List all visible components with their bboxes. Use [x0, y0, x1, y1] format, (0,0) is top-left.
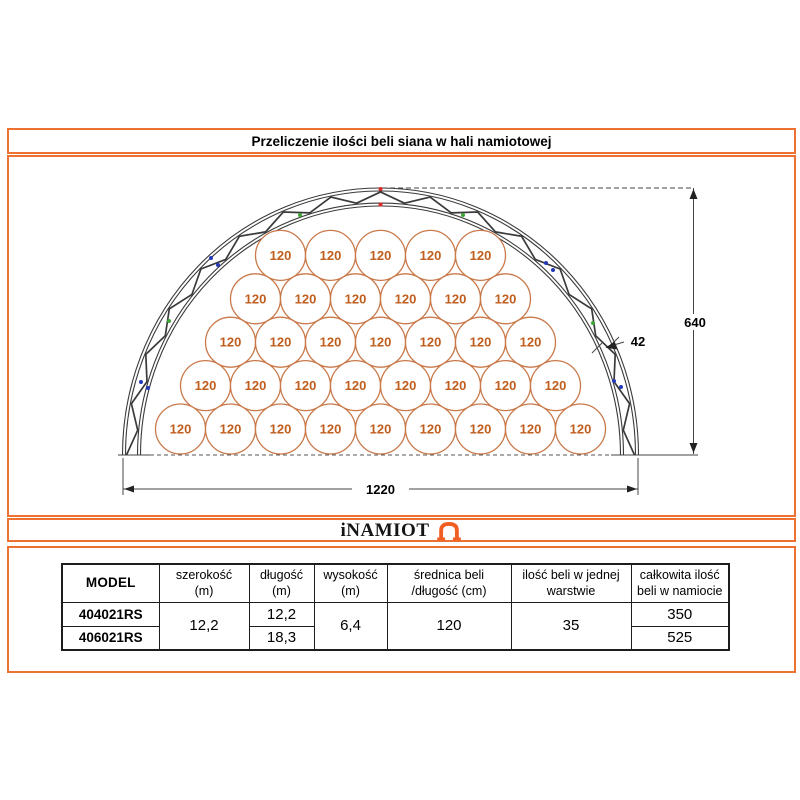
hay-bale [156, 404, 206, 454]
bale-diameter-label: 120 [319, 247, 342, 263]
logo-bar [7, 518, 796, 542]
model-cell: 404021RS [62, 602, 159, 626]
hay-bale [231, 274, 281, 324]
hay-bale [431, 361, 481, 411]
bale-diameter-label: 120 [344, 291, 367, 307]
table-row [62, 602, 729, 626]
hay-bale [481, 274, 531, 324]
srednica-cell: 120 [387, 602, 511, 650]
hay-bale [481, 361, 531, 411]
bale-diameter-label: 120 [269, 334, 292, 350]
bale-diameter-label: 120 [494, 291, 517, 307]
joint-marker-dot [209, 256, 213, 260]
hay-bale [306, 230, 356, 280]
joint-marker-dot [379, 187, 383, 191]
hay-bale [406, 230, 456, 280]
hay-bale [206, 317, 256, 367]
bale-diameter-label: 120 [419, 247, 442, 263]
bale-diameter-label: 120 [494, 378, 517, 394]
hay-bale [331, 361, 381, 411]
bale-diameter-label: 120 [294, 378, 317, 394]
joint-marker-dot [551, 268, 555, 272]
hay-bales-group [156, 230, 606, 454]
truss-depth-label: 42 [630, 334, 646, 349]
tent-logo-icon [435, 520, 463, 541]
hay-bale [531, 361, 581, 411]
hay-bale [506, 404, 556, 454]
hay-bale [406, 404, 456, 454]
bale-diameter-label: 120 [419, 334, 442, 350]
col-header-szerokosc: szerokość (m) [159, 564, 249, 602]
joint-marker-dot [379, 203, 383, 207]
bale-diameter-label: 120 [544, 378, 567, 394]
joint-marker-dot [167, 319, 171, 323]
calkowita-cell: 350 [631, 602, 729, 626]
tent-cross-section-diagram [9, 157, 794, 515]
bale-diameter-label: 120 [394, 291, 417, 307]
hay-bale [331, 274, 381, 324]
diagram-panel [7, 155, 796, 517]
model-cell: 406021RS [62, 626, 159, 650]
bale-diameter-label: 120 [219, 334, 242, 350]
bale-diameter-label: 120 [394, 378, 417, 394]
header-row [62, 564, 729, 602]
bale-diameter-label: 120 [469, 421, 492, 437]
bale-diameter-label: 120 [469, 247, 492, 263]
dlugosc-cell: 18,3 [249, 626, 314, 650]
bale-diameter-label: 120 [444, 378, 467, 394]
bale-diameter-label: 120 [369, 421, 392, 437]
bale-diameter-label: 120 [369, 334, 392, 350]
hay-bale [306, 404, 356, 454]
joint-marker-dot [619, 385, 623, 389]
hay-bale [206, 404, 256, 454]
bale-diameter-label: 120 [244, 378, 267, 394]
bale-diameter-label: 120 [169, 421, 192, 437]
hay-bale [381, 361, 431, 411]
hay-bale [406, 317, 456, 367]
bale-diameter-label: 120 [269, 247, 292, 263]
width-dim-label: 1220 [366, 482, 395, 497]
hay-bale [456, 317, 506, 367]
joint-marker-dot [461, 213, 465, 217]
spec-table [61, 563, 730, 651]
hay-bale [431, 274, 481, 324]
col-header-wysokosc: wysokość (m) [314, 564, 387, 602]
bale-diameter-label: 120 [194, 378, 217, 394]
bale-diameter-label: 120 [369, 247, 392, 263]
hay-bale [356, 317, 406, 367]
hay-bale [181, 361, 231, 411]
col-header-dlugosc: długość (m) [249, 564, 314, 602]
hay-bale [356, 230, 406, 280]
hay-bale [356, 404, 406, 454]
hay-bale [506, 317, 556, 367]
bale-diameter-label: 120 [319, 334, 342, 350]
col-header-calkowita: całkowita ilość beli w namiocie [631, 564, 729, 602]
spec-table-panel [7, 546, 796, 673]
bale-diameter-label: 120 [344, 378, 367, 394]
bale-diameter-label: 120 [469, 334, 492, 350]
hay-bale [306, 317, 356, 367]
joint-marker-dot [216, 263, 220, 267]
hay-bale [381, 274, 431, 324]
hay-bale [556, 404, 606, 454]
joint-marker-dot [298, 213, 302, 217]
bale-diameter-label: 120 [319, 421, 342, 437]
hay-bale [281, 274, 331, 324]
bale-diameter-label: 120 [419, 421, 442, 437]
page-title: Przeliczenie ilości beli siana w hali namiotowej [251, 133, 552, 149]
joint-marker-dot [139, 380, 143, 384]
hay-bale [256, 230, 306, 280]
title-bar [7, 128, 796, 154]
col-header-model: MODEL [62, 564, 159, 602]
height-dim-label: 640 [684, 315, 706, 330]
calkowita-cell: 525 [631, 626, 729, 650]
hay-bale [456, 230, 506, 280]
hay-bale [281, 361, 331, 411]
ilosc-warstwa-cell: 35 [511, 602, 631, 650]
brand-logo-text: iNAMIOT [340, 519, 430, 541]
szerokosc-cell: 12,2 [159, 602, 249, 650]
joint-marker-dot [544, 261, 548, 265]
hay-bale [256, 317, 306, 367]
bale-diameter-label: 120 [219, 421, 242, 437]
bale-diameter-label: 120 [444, 291, 467, 307]
joint-marker-dot [612, 379, 616, 383]
bale-diameter-label: 120 [244, 291, 267, 307]
col-header-srednica: średnica beli /długość (cm) [387, 564, 511, 602]
bale-diameter-label: 120 [294, 291, 317, 307]
col-header-ilosc-warstwa: ilość beli w jednej warstwie [511, 564, 631, 602]
bale-diameter-label: 120 [519, 421, 542, 437]
hay-bale [231, 361, 281, 411]
wysokosc-cell: 6,4 [314, 602, 387, 650]
bale-diameter-label: 120 [269, 421, 292, 437]
bale-diameter-label: 120 [519, 334, 542, 350]
joint-marker-dot [591, 321, 595, 325]
hay-bale [256, 404, 306, 454]
joint-marker-dot [146, 386, 150, 390]
bale-diameter-label: 120 [569, 421, 592, 437]
hay-bale [456, 404, 506, 454]
dlugosc-cell: 12,2 [249, 602, 314, 626]
